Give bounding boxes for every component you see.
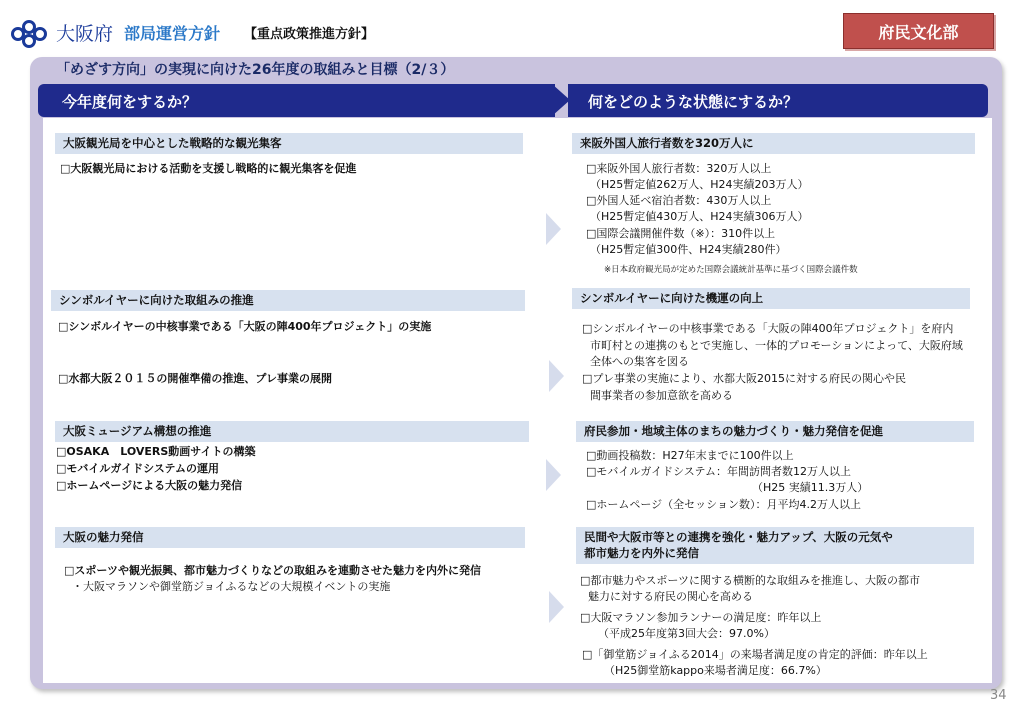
list-item: □モバイルガイドシステム：年間訪問者数12万人以上 <box>586 465 851 478</box>
left-banner-label: 今年度何をするか？ <box>62 93 198 111</box>
list-item: □シンボルイヤーの中核事業である「大阪の陣400年プロジェクト」を府内 <box>582 322 954 335</box>
list-item: □シンボルイヤーの中核事業である「大阪の陣400年プロジェクト」の実施 <box>58 320 432 333</box>
arrow-right-icon <box>546 213 561 245</box>
list-item: 魅力に対する府民の関心を高める <box>588 590 753 603</box>
list-item: □水都大阪２０１５の開催準備の推進、プレ事業の展開 <box>58 372 332 385</box>
list-item: □ホームページ（全セッション数）：月平均4.2万人以上 <box>586 498 861 511</box>
list-item: ・大阪マラソンや御堂筋ジョイふるなどの大規模イベントの実施 <box>72 580 391 593</box>
list-item: （H25暫定値430万人、H24実績306万人） <box>590 210 809 223</box>
section-head-left: 大阪の魅力発信 <box>55 527 525 548</box>
list-item: □スポーツや観光振興、都市魅力づくりなどの取組みを連動させた魅力を内外に発信 <box>64 564 481 577</box>
footnote: ※日本政府観光局が定めた国際会議統計基準に基づく国際会議件数 <box>604 265 858 275</box>
right-banner-label: 何をどのような状態にするか？ <box>588 93 799 111</box>
list-item: □国際会議開催件数（※）：310件以上 <box>586 227 776 240</box>
list-item: □「御堂筋ジョイふる2014」の来場者満足度の肯定的評価：昨年以上 <box>582 648 928 661</box>
content-area <box>43 118 992 683</box>
section-head-left: 大阪ミュージアム構想の推進 <box>55 421 529 442</box>
list-item: （平成25年度第3回大会：97.0%） <box>598 627 775 640</box>
list-item: □大阪マラソン参加ランナーの満足度：昨年以上 <box>580 611 822 624</box>
department-badge: 府民文化部 <box>843 13 994 49</box>
arrow-right-icon <box>549 591 564 623</box>
list-item: （H25御堂筋kappo来場者満足度：66.7%） <box>604 664 827 677</box>
list-item: □プレ事業の実施により、水都大阪2015に対する府民の関心や民 <box>582 372 906 385</box>
arrow-right-icon <box>546 459 561 491</box>
list-item: 全体への集客を図る <box>590 355 689 368</box>
page-number: 34 <box>990 688 1007 703</box>
section-head-right: シンボルイヤーに向けた機運の向上 <box>572 288 970 309</box>
list-item: □モバイルガイドシステムの運用 <box>56 462 219 475</box>
list-item: 間事業者の参加意欲を高める <box>590 389 733 402</box>
section-head-right <box>576 527 974 564</box>
section-head-left: 大阪観光局を中心とした戦略的な観光集客 <box>55 133 523 154</box>
list-item: □OSAKA LOVERS動画サイトの構築 <box>56 445 256 458</box>
section-head-line: 民間や大阪市等との連携を強化・魅力アップ、大阪の元気や <box>584 530 893 544</box>
section-head-left: シンボルイヤーに向けた取組みの推進 <box>51 290 525 311</box>
panel-title: 「めざす方向」の実現に向けた26年度の取組みと目標（2/３） <box>56 62 455 78</box>
list-item: （H25暫定値262万人、H24実績203万人） <box>590 178 809 191</box>
list-item: □大阪観光局における活動を支援し戦略的に観光集客を促進 <box>60 162 357 175</box>
section-head-line: 都市魅力を内外に発信 <box>584 546 699 560</box>
logo-text: 大阪府 <box>56 23 114 45</box>
page-title: 部局運営方針 <box>124 24 221 43</box>
list-item: □ホームページによる大阪の魅力発信 <box>56 479 243 492</box>
list-item: □都市魅力やスポーツに関する横断的な取組みを推進し、大阪の都市 <box>580 574 920 587</box>
list-item: □外国人延べ宿泊者数：430万人以上 <box>586 194 772 207</box>
section-head-right: 来阪外国人旅行者数を320万人に <box>572 133 975 154</box>
list-item: 市町村との連携のもとで実施し、一体的プロモーションによって、大阪府域 <box>590 339 963 352</box>
section-head-right: 府民参加・地域主体のまちの魅力づくり・魅力発信を促進 <box>576 421 974 442</box>
arrow-right-icon <box>549 360 564 392</box>
list-item: □来阪外国人旅行者数：320万人以上 <box>586 162 772 175</box>
list-item: （H25暫定値300件、H24実績280件） <box>590 243 787 256</box>
list-item: （H25 実績11.3万人） <box>752 481 869 494</box>
osaka-prefecture-logo-icon <box>10 20 54 48</box>
page-subtitle: 【重点政策推進方針】 <box>244 27 375 42</box>
list-item: □動画投稿数：H27年末までに100件以上 <box>586 449 794 462</box>
